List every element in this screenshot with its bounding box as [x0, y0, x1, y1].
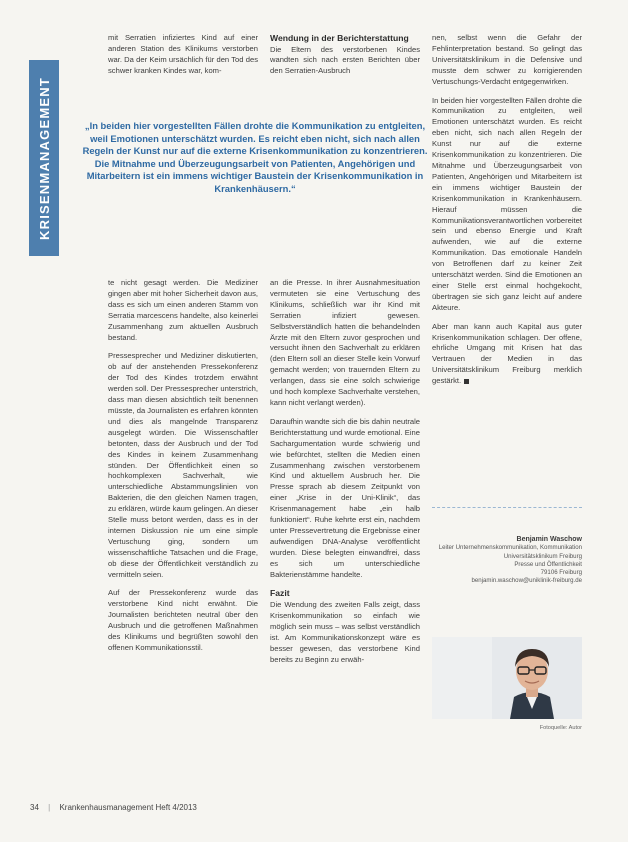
author-photo	[432, 637, 582, 719]
page-footer	[30, 803, 197, 812]
author-bio-line: Leiter Unternehmenskommunikation, Kommunikation	[438, 544, 582, 552]
column-1-paragraph-3: Auf der Pressekonferenz wurde das verstorbene Kind nicht erwähnt. Die Journalisten berichteten neutral über den Ausbruch und die getroffenen Maßnahmen des Klinikums und begrüßten sowohl den offenen Kommunikationsstil.	[108, 588, 258, 652]
author-bio-line: Presse und Öffentlichkeit	[514, 560, 582, 568]
column-3-paragraph-3-text: Aber man kann auch Kapital aus guter Krisenkommunikation schlagen. Der offene, ehrliche Umgang mit Krisen hat das Vertrauen der Medien in das Universitätsklinikum Freiburg merklich gestärkt.	[432, 321, 582, 386]
photo-credit: Fotoquelle: Autor	[539, 725, 582, 731]
author-bio-line: 79106 Freiburg	[540, 569, 582, 577]
section-heading-fazit: Fazit	[270, 588, 290, 599]
author-name: Benjamin Waschow	[516, 536, 582, 543]
column-1-bottom	[108, 278, 258, 662]
section-heading-wendung: Wendung in der Berichterstattung	[270, 33, 409, 43]
author-bio	[432, 536, 582, 586]
column-2-top-paragraph: Die Eltern des verstorbenen Kindes wandten sich nach ersten Berichten über den Serratien-Ausbruch	[270, 44, 420, 76]
column-2-bottom	[270, 278, 420, 673]
author-email: benjamin.waschow@uniklinik-freiburg.de	[471, 577, 582, 585]
column-1-paragraph-1: te nicht gesagt werden. Die Mediziner gingen aber mit hoher Sicherheit davon aus, dass es sich um einen anderen Stamm von Serratia marcescens handelte, also keinerlei Zusammenhang zum aktuellen Ausbruch bestand.	[108, 278, 258, 342]
end-of-article-mark	[464, 379, 469, 384]
footer-separator: |	[48, 803, 51, 812]
column-2-paragraph-1: an die Presse. In ihrer Ausnahmesituation vermuteten sie eine Vertuschung des Klinikums, schließlich war ihr Kind mit Serratien infiziert gewesen. Selbstverständlich hatten die behandelnden Ärzte mit den Eltern zuvor gesprochen und versucht ihnen den Sachverhalt zu erklären (den Eltern soll an dieser Stelle kein Vorwurf gemacht werden; von trauernden Eltern zu verlangen, dass sie eine solch schwierige und hoch komplexe Sachverhalte verstehen, kann nicht verlangt werden).	[270, 278, 420, 407]
column-1-top-paragraph: mit Serratien infiziertes Kind auf einer anderen Station des Klinikums verstorben war. Da der Keim ursächlich für den Tod des schwer kranken Kindes war, kom-	[108, 33, 258, 75]
column-2-paragraph-2: Daraufhin wandte sich die bis dahin neutrale Berichterstattung und wurde emotional. Eine Sachargumentation wurde schwierig und wie befürchtet, stellten die Medien einen Zusammenhang zwischen verstorbenem Kind und aktuellem Ausbruch her. Die Presse sprach ab diesem Zeitpunkt von einer „Krise in der Uni-Klinik“, das Krisenmanagement habe „ein halb funktioniert“. Ruhe kehrte erst ein, nachdem unter Pressevertretung die Ergebnisse einer aufwendigen DNA-Analyse veröffentlicht wurden. Diese belegten einwandfrei, dass es sich um unterschiedliche Bakterienstämme handelte.	[270, 416, 420, 579]
column-3	[432, 33, 582, 395]
author-bio-line: Universitätsklinikum Freiburg	[503, 552, 582, 560]
column-3-paragraph-3	[432, 322, 582, 387]
column-3-paragraph-1: nen, selbst wenn die Gefahr der Fehlinterpretation bestand. So gelingt das Universitätsklinikum in die Defensive und musste dem schwer zu korrigierenden Vertuschungs-Verdacht entgegenwirken.	[432, 33, 582, 86]
column-3-paragraph-2: In beiden hier vorgestellten Fällen drohte die Kommunikation zu entgleiten, weil Emotionen unterschätzt wurden. Es reicht eben nicht, sich nach allen Regeln der Kunst nur auf die externe Krisenkommunikation zu konzentrieren. Die Mitnahme und Überzeugungsarbeit von Patienten, Angehörigen und Mitarbeitern ist ein immens wichtiger Baustein der Krisenkommunikation in Krankenhäusern. Hierauf müssen die Kommunikationsverantwortlichen vorbereitet sein und ebenso Energie und Kraft aufwenden, wie auf die externe Kommunikation. Das emotionale Handeln von Betroffenen darf zu keiner Zeit unterschätzt werden. Sind die Emotionen an einer Stelle erst einmal hochgekocht, übertragen sie sich ganz leicht auf andere Akteure.	[432, 95, 582, 312]
author-divider	[432, 507, 582, 508]
column-1-top	[108, 33, 258, 85]
author-portrait-illustration	[432, 637, 582, 719]
publication-name: Krankenhausmanagement Heft 4/2013	[59, 803, 197, 812]
section-label: KRISENMANAGEMENT	[36, 76, 52, 240]
column-1-paragraph-2: Pressesprecher und Mediziner diskutierten, ob auf der anstehenden Pressekonferenz der Tod des Kindes trotzdem erwähnt werden soll. Der Pressesprecher unterstrich, dass man diesen absichtlich teilt benennen müsste, da Journalisten es erfahren könnten und dies als mangelnde Transparenz ausgelegt würden. Die Wissenschaftler betonten, dass der Ausbruch und der Tod des Kindes in keinem Zusammenhang stünden. Der Öffentlichkeit einen so hochkomplexen Sachverhalt, wie unterschiedliche Abstammungslinien von Bakterien, die den gleichen Namen tragen, zu erklären, würde kaum gelingen. An dieser Stelle muss betont werden, dass es in der internen Diskussion nie um eine simple Vertuschung ging, sondern um wissenschaftliche Tatsachen und die Frage, ob diese der Öffentlichkeit verständlich zu vermitteln seien.	[108, 351, 258, 579]
page-number: 34	[30, 803, 39, 812]
section-tab	[29, 60, 59, 256]
column-2-top	[270, 33, 420, 85]
column-2-fazit-paragraph: Die Wendung des zweiten Falls zeigt, dass Krisenkommunikation so einfach wie möglich sein muss – was selbst verständlich ist. Am Kommunikationskonzept wäre es besser gewesen, das verstorbene Kind bereits zu Beginn zu erwäh-	[270, 599, 420, 664]
pull-quote: „In beiden hier vorgestellten Fällen drohte die Kommunikation zu entgleiten, weil Emotionen unterschätzt wurden. Es reicht eben nicht, sich nach allen Regeln der Kunst nur auf die externe Krisenkommunikation zu konzentrieren. Die Mitnahme und Überzeugungsarbeit von Patienten, Angehörigen und Mitarbeitern ist ein immens wichtiger Baustein der Krisenkommunikation in Krankenhäusern.“	[82, 120, 428, 194]
